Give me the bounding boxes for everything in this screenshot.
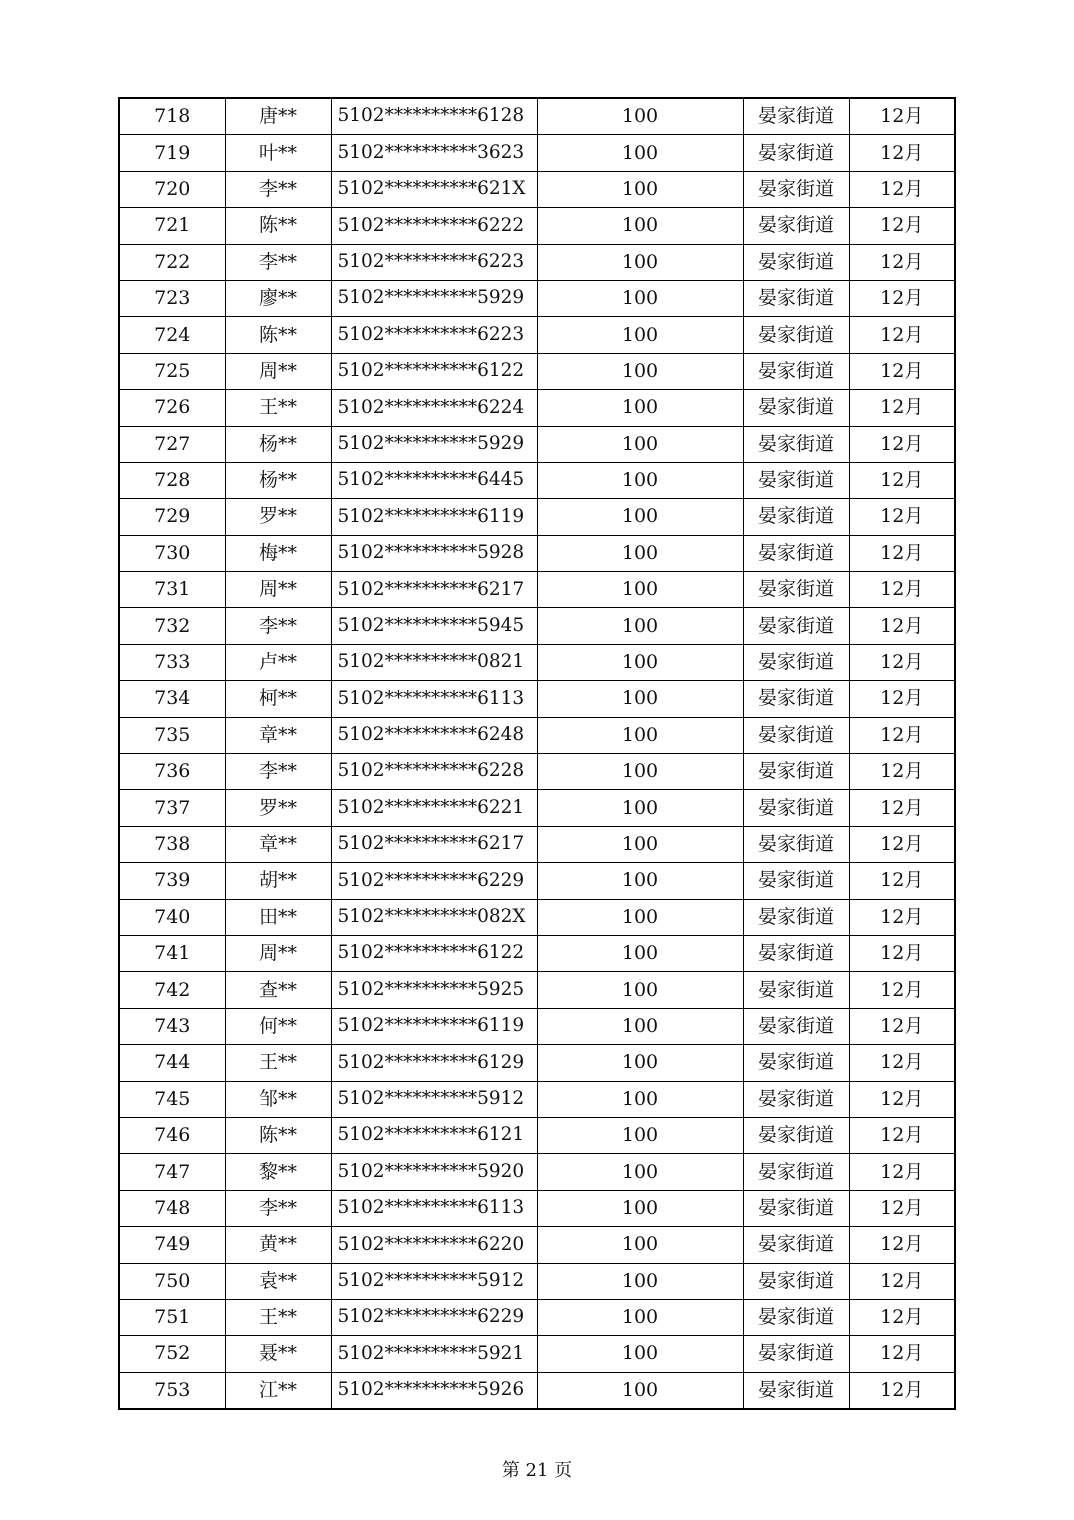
amount-cell: 100 <box>537 317 743 353</box>
id-number-cell: 5102**********082X <box>331 899 537 935</box>
table-row <box>119 972 955 1008</box>
id-number-cell: 5102**********6113 <box>331 1190 537 1226</box>
month-cell: 12月 <box>849 572 955 608</box>
name-cell: 周** <box>225 935 331 971</box>
street-cell: 晏家街道 <box>743 826 849 862</box>
serial-number-cell: 752 <box>119 1336 225 1372</box>
id-number-cell: 5102**********5912 <box>331 1081 537 1117</box>
street-cell: 晏家街道 <box>743 1117 849 1153</box>
street-cell: 晏家街道 <box>743 1190 849 1226</box>
id-number-cell: 5102**********6122 <box>331 353 537 389</box>
table-row <box>119 353 955 389</box>
table-row <box>119 208 955 244</box>
month-cell: 12月 <box>849 98 955 135</box>
id-number-cell: 5102**********5920 <box>331 1154 537 1190</box>
month-cell: 12月 <box>849 608 955 644</box>
amount-cell: 100 <box>537 1008 743 1044</box>
month-cell: 12月 <box>849 1227 955 1263</box>
name-cell: 王** <box>225 390 331 426</box>
month-cell: 12月 <box>849 208 955 244</box>
table-row <box>119 280 955 316</box>
name-cell: 江** <box>225 1372 331 1409</box>
serial-number-cell: 728 <box>119 462 225 498</box>
amount-cell: 100 <box>537 1081 743 1117</box>
id-number-cell: 5102**********5925 <box>331 972 537 1008</box>
name-cell: 胡** <box>225 863 331 899</box>
serial-number-cell: 732 <box>119 608 225 644</box>
amount-cell: 100 <box>537 462 743 498</box>
id-number-cell: 5102**********621X <box>331 171 537 207</box>
month-cell: 12月 <box>849 1372 955 1409</box>
amount-cell: 100 <box>537 280 743 316</box>
page-number: 第 21 页 <box>501 1460 573 1481</box>
amount-cell: 100 <box>537 1045 743 1081</box>
serial-number-cell: 750 <box>119 1263 225 1299</box>
serial-number-cell: 746 <box>119 1117 225 1153</box>
amount-cell: 100 <box>537 353 743 389</box>
name-cell: 黄** <box>225 1227 331 1263</box>
month-cell: 12月 <box>849 717 955 753</box>
table-row <box>119 754 955 790</box>
amount-cell: 100 <box>537 1154 743 1190</box>
serial-number-cell: 736 <box>119 754 225 790</box>
serial-number-cell: 748 <box>119 1190 225 1226</box>
table-row <box>119 644 955 680</box>
serial-number-cell: 721 <box>119 208 225 244</box>
serial-number-cell: 749 <box>119 1227 225 1263</box>
table-row <box>119 826 955 862</box>
id-number-cell: 5102**********6229 <box>331 863 537 899</box>
id-number-cell: 5102**********6445 <box>331 462 537 498</box>
id-number-cell: 5102**********3623 <box>331 135 537 171</box>
serial-number-cell: 734 <box>119 681 225 717</box>
street-cell: 晏家街道 <box>743 390 849 426</box>
serial-number-cell: 723 <box>119 280 225 316</box>
id-number-cell: 5102**********6224 <box>331 390 537 426</box>
month-cell: 12月 <box>849 1263 955 1299</box>
id-number-cell: 5102**********6223 <box>331 317 537 353</box>
month-cell: 12月 <box>849 1336 955 1372</box>
table-row <box>119 935 955 971</box>
amount-cell: 100 <box>537 1336 743 1372</box>
id-number-cell: 5102**********5928 <box>331 535 537 571</box>
serial-number-cell: 743 <box>119 1008 225 1044</box>
street-cell: 晏家街道 <box>743 572 849 608</box>
amount-cell: 100 <box>537 899 743 935</box>
amount-cell: 100 <box>537 1227 743 1263</box>
id-number-cell: 5102**********6248 <box>331 717 537 753</box>
serial-number-cell: 724 <box>119 317 225 353</box>
month-cell: 12月 <box>849 171 955 207</box>
name-cell: 田** <box>225 899 331 935</box>
name-cell: 周** <box>225 572 331 608</box>
street-cell: 晏家街道 <box>743 499 849 535</box>
serial-number-cell: 747 <box>119 1154 225 1190</box>
amount-cell: 100 <box>537 1372 743 1409</box>
street-cell: 晏家街道 <box>743 754 849 790</box>
serial-number-cell: 725 <box>119 353 225 389</box>
table-row <box>119 390 955 426</box>
amount-cell: 100 <box>537 608 743 644</box>
month-cell: 12月 <box>849 317 955 353</box>
serial-number-cell: 718 <box>119 98 225 135</box>
id-number-cell: 5102**********6221 <box>331 790 537 826</box>
serial-number-cell: 741 <box>119 935 225 971</box>
name-cell: 杨** <box>225 462 331 498</box>
table-row <box>119 426 955 462</box>
street-cell: 晏家街道 <box>743 135 849 171</box>
table-row <box>119 1372 955 1409</box>
id-number-cell: 5102**********5926 <box>331 1372 537 1409</box>
street-cell: 晏家街道 <box>743 972 849 1008</box>
month-cell: 12月 <box>849 863 955 899</box>
street-cell: 晏家街道 <box>743 608 849 644</box>
table-row <box>119 535 955 571</box>
id-number-cell: 5102**********6223 <box>331 244 537 280</box>
table-row <box>119 1263 955 1299</box>
amount-cell: 100 <box>537 98 743 135</box>
amount-cell: 100 <box>537 1117 743 1153</box>
name-cell: 王** <box>225 1045 331 1081</box>
id-number-cell: 5102**********6119 <box>331 499 537 535</box>
street-cell: 晏家街道 <box>743 208 849 244</box>
id-number-cell: 5102**********6228 <box>331 754 537 790</box>
amount-cell: 100 <box>537 863 743 899</box>
street-cell: 晏家街道 <box>743 1045 849 1081</box>
id-number-cell: 5102**********6129 <box>331 1045 537 1081</box>
table-row <box>119 98 955 135</box>
name-cell: 罗** <box>225 790 331 826</box>
month-cell: 12月 <box>849 462 955 498</box>
name-cell: 李** <box>225 608 331 644</box>
serial-number-cell: 726 <box>119 390 225 426</box>
amount-cell: 100 <box>537 754 743 790</box>
roster-table <box>118 97 956 1410</box>
amount-cell: 100 <box>537 171 743 207</box>
month-cell: 12月 <box>849 1117 955 1153</box>
id-number-cell: 5102**********6229 <box>331 1299 537 1335</box>
table-row <box>119 572 955 608</box>
table-row <box>119 790 955 826</box>
street-cell: 晏家街道 <box>743 280 849 316</box>
name-cell: 李** <box>225 1190 331 1226</box>
id-number-cell: 5102**********6128 <box>331 98 537 135</box>
month-cell: 12月 <box>849 754 955 790</box>
amount-cell: 100 <box>537 499 743 535</box>
id-number-cell: 5102**********5912 <box>331 1263 537 1299</box>
amount-cell: 100 <box>537 426 743 462</box>
street-cell: 晏家街道 <box>743 899 849 935</box>
month-cell: 12月 <box>849 899 955 935</box>
name-cell: 何** <box>225 1008 331 1044</box>
street-cell: 晏家街道 <box>743 1336 849 1372</box>
table-row <box>119 135 955 171</box>
amount-cell: 100 <box>537 244 743 280</box>
serial-number-cell: 745 <box>119 1081 225 1117</box>
street-cell: 晏家街道 <box>743 1263 849 1299</box>
street-cell: 晏家街道 <box>743 317 849 353</box>
table-row <box>119 1299 955 1335</box>
amount-cell: 100 <box>537 717 743 753</box>
table-row <box>119 462 955 498</box>
amount-cell: 100 <box>537 572 743 608</box>
name-cell: 袁** <box>225 1263 331 1299</box>
serial-number-cell: 738 <box>119 826 225 862</box>
name-cell: 陈** <box>225 208 331 244</box>
street-cell: 晏家街道 <box>743 790 849 826</box>
street-cell: 晏家街道 <box>743 717 849 753</box>
serial-number-cell: 733 <box>119 644 225 680</box>
name-cell: 李** <box>225 171 331 207</box>
month-cell: 12月 <box>849 353 955 389</box>
month-cell: 12月 <box>849 1190 955 1226</box>
roster-body <box>119 98 955 1409</box>
table-row <box>119 717 955 753</box>
serial-number-cell: 730 <box>119 535 225 571</box>
name-cell: 查** <box>225 972 331 1008</box>
name-cell: 陈** <box>225 1117 331 1153</box>
amount-cell: 100 <box>537 1190 743 1226</box>
table-row <box>119 1227 955 1263</box>
table-row <box>119 1045 955 1081</box>
name-cell: 陈** <box>225 317 331 353</box>
street-cell: 晏家街道 <box>743 244 849 280</box>
serial-number-cell: 753 <box>119 1372 225 1409</box>
month-cell: 12月 <box>849 390 955 426</box>
amount-cell: 100 <box>537 972 743 1008</box>
month-cell: 12月 <box>849 1299 955 1335</box>
name-cell: 卢** <box>225 644 331 680</box>
amount-cell: 100 <box>537 790 743 826</box>
name-cell: 杨** <box>225 426 331 462</box>
month-cell: 12月 <box>849 826 955 862</box>
street-cell: 晏家街道 <box>743 535 849 571</box>
table-row <box>119 608 955 644</box>
table-row <box>119 171 955 207</box>
id-number-cell: 5102**********5945 <box>331 608 537 644</box>
table-row <box>119 681 955 717</box>
street-cell: 晏家街道 <box>743 1008 849 1044</box>
serial-number-cell: 720 <box>119 171 225 207</box>
name-cell: 唐** <box>225 98 331 135</box>
month-cell: 12月 <box>849 135 955 171</box>
name-cell: 黎** <box>225 1154 331 1190</box>
street-cell: 晏家街道 <box>743 98 849 135</box>
month-cell: 12月 <box>849 426 955 462</box>
table-row <box>119 863 955 899</box>
street-cell: 晏家街道 <box>743 644 849 680</box>
serial-number-cell: 727 <box>119 426 225 462</box>
serial-number-cell: 719 <box>119 135 225 171</box>
street-cell: 晏家街道 <box>743 171 849 207</box>
month-cell: 12月 <box>849 499 955 535</box>
name-cell: 聂** <box>225 1336 331 1372</box>
name-cell: 李** <box>225 244 331 280</box>
table-row <box>119 499 955 535</box>
serial-number-cell: 729 <box>119 499 225 535</box>
id-number-cell: 5102**********5929 <box>331 280 537 316</box>
amount-cell: 100 <box>537 826 743 862</box>
street-cell: 晏家街道 <box>743 1154 849 1190</box>
amount-cell: 100 <box>537 208 743 244</box>
table-row <box>119 1154 955 1190</box>
serial-number-cell: 737 <box>119 790 225 826</box>
id-number-cell: 5102**********6113 <box>331 681 537 717</box>
serial-number-cell: 739 <box>119 863 225 899</box>
amount-cell: 100 <box>537 935 743 971</box>
street-cell: 晏家街道 <box>743 863 849 899</box>
name-cell: 章** <box>225 717 331 753</box>
amount-cell: 100 <box>537 644 743 680</box>
table-row <box>119 1190 955 1226</box>
id-number-cell: 5102**********6217 <box>331 826 537 862</box>
month-cell: 12月 <box>849 1045 955 1081</box>
amount-cell: 100 <box>537 1299 743 1335</box>
street-cell: 晏家街道 <box>743 935 849 971</box>
id-number-cell: 5102**********6119 <box>331 1008 537 1044</box>
month-cell: 12月 <box>849 280 955 316</box>
table-row <box>119 1117 955 1153</box>
street-cell: 晏家街道 <box>743 1227 849 1263</box>
id-number-cell: 5102**********6121 <box>331 1117 537 1153</box>
month-cell: 12月 <box>849 244 955 280</box>
street-cell: 晏家街道 <box>743 353 849 389</box>
month-cell: 12月 <box>849 1008 955 1044</box>
serial-number-cell: 731 <box>119 572 225 608</box>
name-cell: 周** <box>225 353 331 389</box>
street-cell: 晏家街道 <box>743 681 849 717</box>
amount-cell: 100 <box>537 1263 743 1299</box>
serial-number-cell: 744 <box>119 1045 225 1081</box>
name-cell: 章** <box>225 826 331 862</box>
table-row <box>119 1336 955 1372</box>
serial-number-cell: 742 <box>119 972 225 1008</box>
name-cell: 罗** <box>225 499 331 535</box>
amount-cell: 100 <box>537 681 743 717</box>
month-cell: 12月 <box>849 1081 955 1117</box>
table-row <box>119 317 955 353</box>
id-number-cell: 5102**********6222 <box>331 208 537 244</box>
amount-cell: 100 <box>537 390 743 426</box>
serial-number-cell: 740 <box>119 899 225 935</box>
month-cell: 12月 <box>849 790 955 826</box>
id-number-cell: 5102**********6217 <box>331 572 537 608</box>
id-number-cell: 5102**********5929 <box>331 426 537 462</box>
name-cell: 邹** <box>225 1081 331 1117</box>
name-cell: 叶** <box>225 135 331 171</box>
serial-number-cell: 751 <box>119 1299 225 1335</box>
table-row <box>119 1008 955 1044</box>
street-cell: 晏家街道 <box>743 1372 849 1409</box>
name-cell: 梅** <box>225 535 331 571</box>
name-cell: 王** <box>225 1299 331 1335</box>
name-cell: 廖** <box>225 280 331 316</box>
table-row <box>119 244 955 280</box>
month-cell: 12月 <box>849 644 955 680</box>
name-cell: 李** <box>225 754 331 790</box>
serial-number-cell: 735 <box>119 717 225 753</box>
name-cell: 柯** <box>225 681 331 717</box>
table-row <box>119 1081 955 1117</box>
street-cell: 晏家街道 <box>743 1299 849 1335</box>
month-cell: 12月 <box>849 972 955 1008</box>
id-number-cell: 5102**********0821 <box>331 644 537 680</box>
amount-cell: 100 <box>537 535 743 571</box>
street-cell: 晏家街道 <box>743 462 849 498</box>
month-cell: 12月 <box>849 535 955 571</box>
id-number-cell: 5102**********5921 <box>331 1336 537 1372</box>
month-cell: 12月 <box>849 1154 955 1190</box>
month-cell: 12月 <box>849 681 955 717</box>
serial-number-cell: 722 <box>119 244 225 280</box>
id-number-cell: 5102**********6122 <box>331 935 537 971</box>
amount-cell: 100 <box>537 135 743 171</box>
table-row <box>119 899 955 935</box>
month-cell: 12月 <box>849 935 955 971</box>
street-cell: 晏家街道 <box>743 426 849 462</box>
street-cell: 晏家街道 <box>743 1081 849 1117</box>
id-number-cell: 5102**********6220 <box>331 1227 537 1263</box>
